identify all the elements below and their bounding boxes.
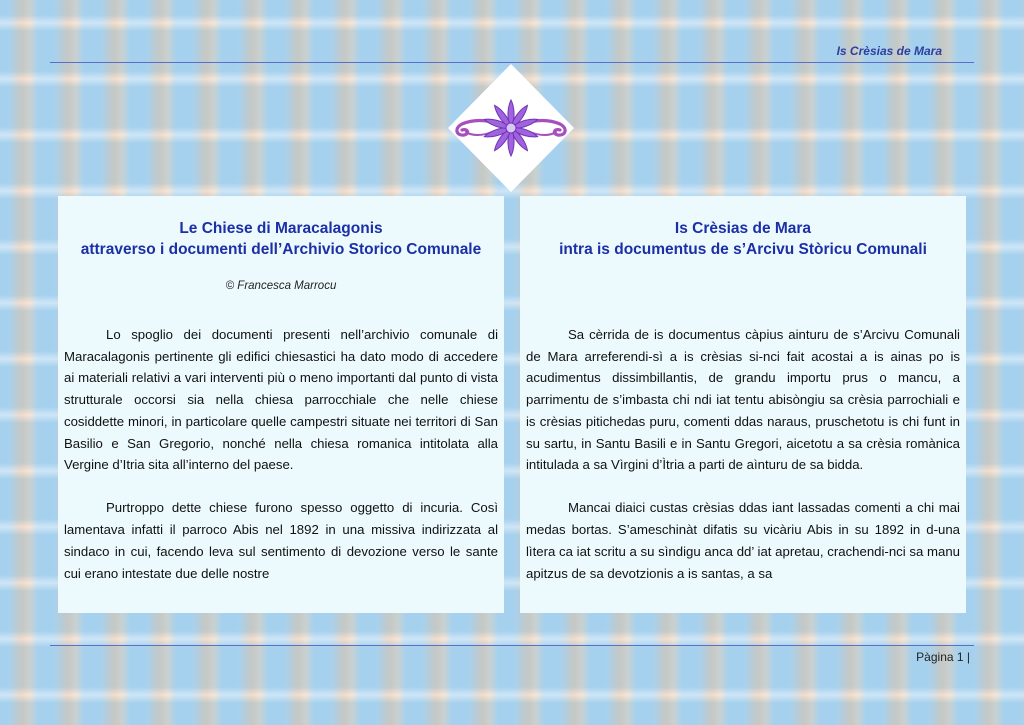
italian-text-column [58, 196, 504, 613]
sardinian-paragraph-1: Sa cèrrida de is documentus càpius ainturu de s’Arcivu Comunali de Mara arreferendi-sì a is crèsias si-nci fait acostai a is ainas po is acudimentus dissimbillantis, de grandu importu prus o mancu, a parrimentu de s’imbasta chi ndi iat tentu abisòngiu sa crèsia parrochiali e is crèsias pitichedas puru, comenti ddas naraus, pruschetotu is chi funt in su sartu, in Santu Basili e in Santu Gregori, aicetotu a sa crèsia romànica intitulada a sa Vìrgini d’Ìtria a parti de aìnturu de sa bidda. [526, 327, 960, 473]
page-number: Pàgina 1 | [916, 650, 970, 664]
sardinian-title [526, 218, 960, 260]
italian-body [64, 324, 498, 584]
running-header-title: Is Crèsias de Mara [836, 44, 942, 58]
ornament [446, 62, 576, 194]
italian-title [64, 218, 498, 260]
italian-title-line1: Le Chiese di Maracalagonis [179, 220, 383, 237]
author-byline: © Francesca Marrocu [225, 280, 337, 292]
italian-paragraph-1: Lo spoglio dei documenti presenti nell’archivio comunale di Maracalagonis pertinente gli edifici chiesastici ha dato modo di accedere ai materiali relativi a vari interventi più o meno importanti dal punto di vista strutturale occorsi sia nella chiesa parrocchiale che nelle chiese cosiddette minori, in particolare quelle campestri situate nei territori di San Basilio e San Gregorio, nonché nella chiesa romanica intitolata alla Vergine d’Itria sita all’interno del paese. [64, 327, 498, 473]
sardinian-title-line2: intra is documentus de s’Arcivu Stòricu Comunali [559, 241, 927, 258]
italian-title-line2: attraverso i documenti dell’Archivio Storico Comunale [80, 241, 482, 258]
italian-paragraph-2: Purtroppo dette chiese furono spesso oggetto di incuria. Così lamentava infatti il parroco Abis nel 1892 in una missiva indirizzata al sindaco in cui, facendo leva sul sentimento di devozione verso le sante cui erano intestate due delle nostre [64, 500, 498, 581]
purple-flower-icon [446, 62, 576, 194]
sardinian-text-column [520, 196, 966, 613]
sardinian-body [526, 324, 960, 584]
sardinian-title-line1: Is Crèsias de Mara [674, 220, 812, 237]
sardinian-paragraph-2: Mancai diaici custas crèsias ddas iant lassadas comenti a chi mai medas bortas. S’ameschinàt difatis su vicàriu Abis in su 1892 in d-una lìtera ca iat scritu a su sìndigu anca dd’ iat apretau, crachendi-nci sa manu apitzus de sa devotzionis a is santas, a sa [526, 500, 960, 581]
footer-rule [50, 645, 974, 646]
